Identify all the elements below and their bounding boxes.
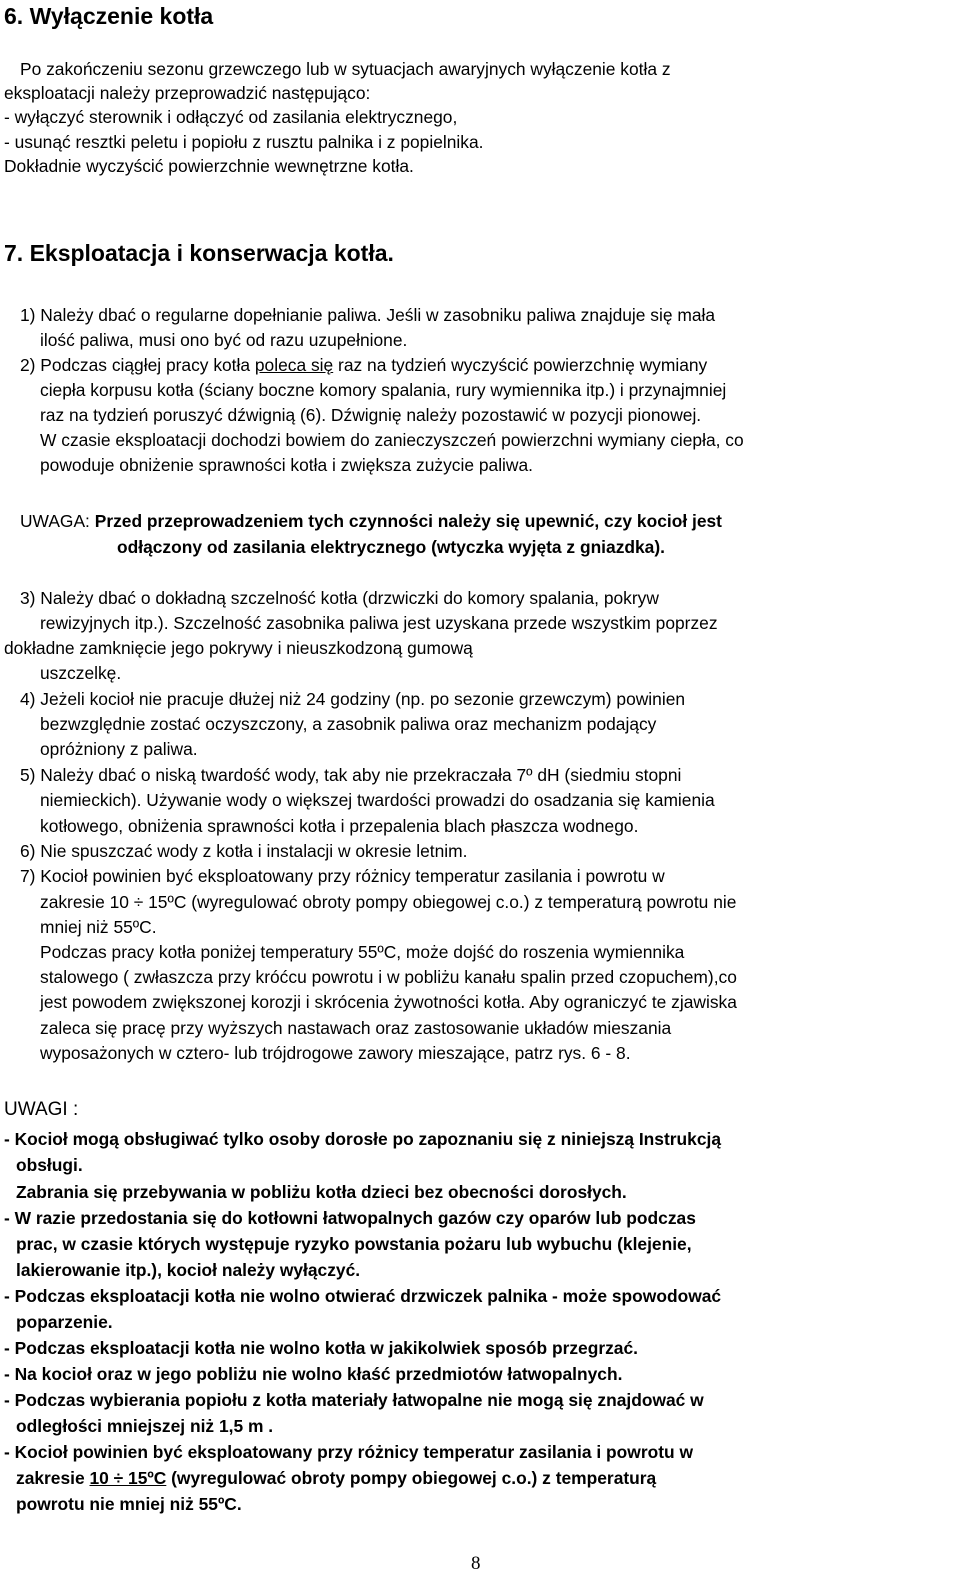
s7-p3-line-3: dokładne zamknięcie jego pokrywy i nieuszkodzoną gumową <box>4 638 473 658</box>
s7-p5-line-3: kotłowego, obniżenia sprawności kotła i przepalenia blach płaszcza wodnego. <box>40 816 639 836</box>
s7-p1-line-1: 1) Należy dbać o regularne dopełnianie paliwa. Jeśli w zasobniku paliwa znajduje się mała <box>20 305 716 325</box>
uwaga-label: UWAGA: <box>20 511 90 531</box>
uwagi-line-11: - Podczas wybierania popiołu z kotła materiały łatwopalne nie mogą się znajdować w <box>4 1390 704 1410</box>
s6-line-4: - usunąć resztki peletu i popiołu z rusztu palnika i z popielnika. <box>4 132 484 152</box>
s7-p7-line-1: 7) Kocioł powinien być eksploatowany przy różnicy temperatur zasilania i powrotu w <box>20 866 665 886</box>
section-6-title: 6. Wyłączenie kotła <box>4 3 214 29</box>
s7-p2-line-3: raz na tydzień poruszyć dźwignią (6). Dźwignię należy pozostawić w pozycji pionowej. <box>40 405 702 425</box>
s7-p2-line-5: powoduje obniżenie sprawności kotła i zwiększa zużycie paliwa. <box>40 455 533 475</box>
s7-p3-line-1: 3) Należy dbać o dokładną szczelność kotła (drzwiczki do komory spalania, pokryw <box>20 588 659 608</box>
s6-line-3: - wyłączyć sterownik i odłączyć od zasilania elektrycznego, <box>4 107 458 127</box>
section-7-title: 7. Eksploatacja i konserwacja kotła. <box>4 240 394 266</box>
uwagi-line-2: obsługi. <box>16 1155 83 1175</box>
s7-p3-line-2: rewizyjnych itp.). Szczelność zasobnika paliwa jest uzyskana przede wszystkim poprzez <box>40 613 718 633</box>
uwagi-line-14: zakresie 10 ÷ 15ºC (wyregulować obroty pompy obiegowej c.o.) z temperaturą <box>16 1468 657 1488</box>
s7-p4-line-1: 4) Jeżeli kocioł nie pracuje dłużej niż 24 godziny (np. po sezonie grzewczym) powinien <box>20 689 686 709</box>
s7-p1-line-2: ilość paliwa, musi ono być od razu uzupełnione. <box>40 330 408 350</box>
uwagi-line-5: prac, w czasie których występuje ryzyko powstania pożaru lub wybuchu (klejenie, <box>16 1234 692 1254</box>
s7-p7-line-2: zakresie 10 ÷ 15ºC (wyregulować obroty pompy obiegowej c.o.) z temperaturą powrotu nie <box>40 892 737 912</box>
uwagi-line-10: - Na kocioł oraz w jego pobliżu nie wolno kłaść przedmiotów łatwopalnych. <box>4 1364 623 1384</box>
uwagi-line-12: odległości mniejszej niż 1,5 m . <box>16 1416 274 1436</box>
s7-p7-line-5: stalowego ( zwłaszcza przy króćcu powrotu i w pobliżu kanału spalin przed czopuchem),co <box>40 967 737 987</box>
s7-p7-line-3: mniej niż 55ºC. <box>40 917 157 937</box>
uwagi-line-1: - Kocioł mogą obsługiwać tylko osoby dorosłe po zapoznaniu się z niniejszą Instrukcją <box>4 1129 722 1149</box>
uwagi-line-3: Zabrania się przebywania w pobliżu kotła dzieci bez obecności dorosłych. <box>16 1182 627 1202</box>
uwagi-line-9: - Podczas eksploatacji kotła nie wolno kotła w jakikolwiek sposób przegrzać. <box>4 1338 638 1358</box>
s7-p5-line-1: 5) Należy dbać o niską twardość wody, tak aby nie przekraczała 7º dH (siedmiu stopni <box>20 765 682 785</box>
uwagi-title: UWAGI : <box>4 1099 79 1120</box>
s7-p7-line-7: zaleca się pracę przy wyższych nastawach oraz zastosowanie układów mieszania <box>40 1018 672 1038</box>
uwagi-line-4: - W razie przedostania się do kotłowni łatwopalnych gazów czy oparów lub podczas <box>4 1208 696 1228</box>
uwaga-line-2: odłączony od zasilania elektrycznego (wtyczka wyjęta z gniazdka). <box>117 537 665 557</box>
s7-p3-line-4: uszczelkę. <box>40 663 122 683</box>
s6-line-2: eksploatacji należy przeprowadzić następująco: <box>4 83 371 103</box>
s7-p4-line-3: opróżniony z paliwa. <box>40 739 198 759</box>
s7-p2-line-2: ciepła korpusu kotła (ściany boczne komory spalania, rury wymiennika itp.) i przynajmniej <box>40 380 727 400</box>
uwagi-line-15: powrotu nie mniej niż 55ºC. <box>16 1494 242 1514</box>
uwagi-line-8: poparzenie. <box>16 1312 113 1332</box>
s6-line-5: Dokładnie wyczyścić powierzchnie wewnętrzne kotła. <box>4 156 414 176</box>
uwagi-line-13: - Kocioł powinien być eksploatowany przy różnicy temperatur zasilania i powrotu w <box>4 1442 693 1462</box>
s7-p4-line-2: bezwzględnie zostać oczyszczony, a zasobnik paliwa oraz mechanizm podający <box>40 714 657 734</box>
s7-p2-line-1: 2) Podczas ciągłej pracy kotła poleca się raz na tydzień wyczyścić powierzchnię wymiany <box>20 355 708 375</box>
page-number: 8 <box>471 1553 481 1574</box>
s7-p7-line-4: Podczas pracy kotła poniżej temperatury 55ºC, może dojść do roszenia wymiennika <box>40 942 685 962</box>
s7-p6: 6) Nie spuszczać wody z kotła i instalacji w okresie letnim. <box>20 841 468 861</box>
uwagi-line-6: lakierowanie itp.), kocioł należy wyłączyć. <box>16 1260 361 1280</box>
uwaga-line-1: UWAGA: Przed przeprowadzeniem tych czynności należy się upewnić, czy kocioł jest <box>20 511 722 531</box>
s7-p2-line-4: W czasie eksploatacji dochodzi bowiem do zanieczyszczeń powierzchni wymiany ciepła, co <box>40 430 744 450</box>
s7-p5-line-2: niemieckich). Używanie wody o większej twardości prowadzi do osadzania się kamienia <box>40 790 715 810</box>
s7-p7-line-6: jest powodem zwiększonej korozji i skrócenia żywotności kotła. Aby ograniczyć te zjawiska <box>40 992 737 1012</box>
s6-line-1: Po zakończeniu sezonu grzewczego lub w sytuacjach awaryjnych wyłączenie kotła z <box>20 59 671 79</box>
uwagi-line-7: - Podczas eksploatacji kotła nie wolno otwierać drzwiczek palnika - może spowodować <box>4 1286 722 1306</box>
s7-p7-line-8: wyposażonych w cztero- lub trójdrogowe zawory mieszające, patrz rys. 6 - 8. <box>40 1043 631 1063</box>
